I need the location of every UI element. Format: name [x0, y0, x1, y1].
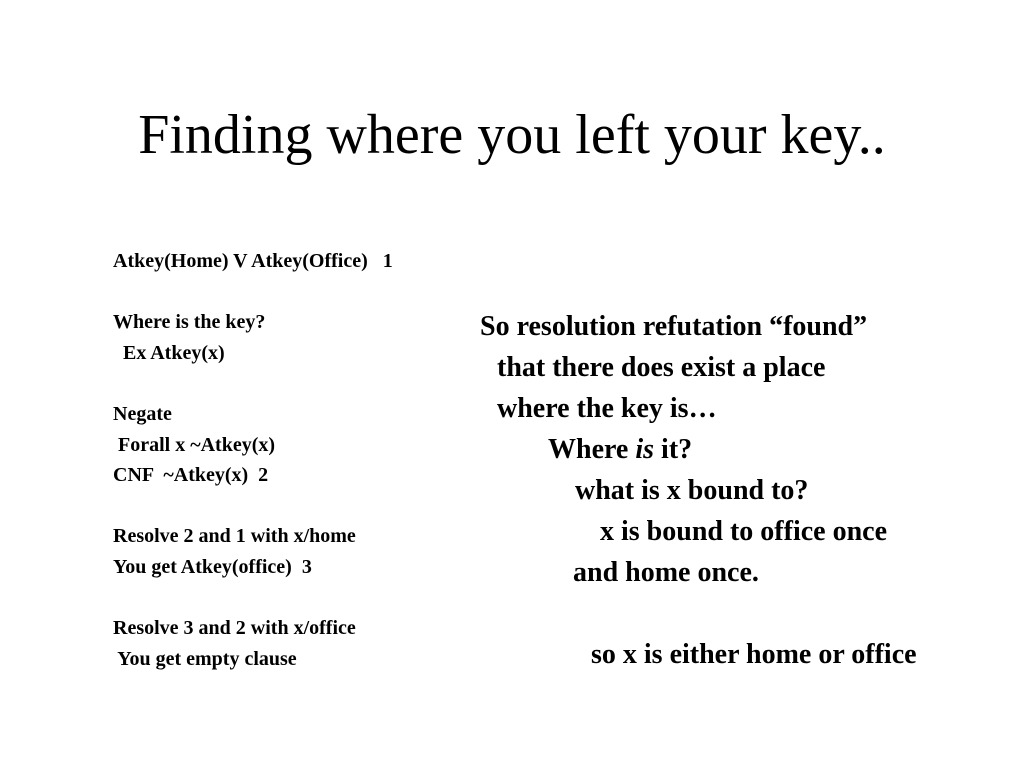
blank-line: [113, 277, 493, 308]
text-line: You get empty clause: [113, 647, 297, 670]
text-line: that there does exist a place: [497, 352, 826, 383]
text-line: [548, 429, 1024, 470]
text-line: You get Atkey(office) 3: [113, 555, 312, 578]
explanation: [480, 306, 1020, 675]
text-line: Ex Atkey(x): [113, 341, 225, 364]
text-line: x is bound to office once: [600, 516, 887, 547]
text-line: so x is either home or office: [591, 639, 917, 670]
text-line: Where is the key?: [113, 311, 266, 334]
blank-line: [480, 593, 1020, 634]
resolution-steps: [113, 246, 493, 674]
text-fragment: Where: [548, 434, 636, 465]
text-line: So resolution refutation “found”: [480, 311, 868, 342]
text-line: Atkey(Home) V Atkey(Office) 1: [113, 250, 393, 272]
text-fragment: it?: [654, 434, 693, 465]
text-line: CNF ~Atkey(x) 2: [113, 464, 269, 487]
text-line: Resolve 2 and 1 with x/home: [113, 525, 356, 548]
blank-line: [113, 583, 493, 614]
text-line: what is x bound to?: [575, 475, 809, 506]
slide-title: Finding where you left your key..: [138, 104, 886, 166]
text-line: Resolve 3 and 2 with x/office: [113, 617, 356, 640]
blank-line: [113, 368, 493, 399]
text-line: where the key is…: [497, 393, 717, 424]
text-line: Negate: [113, 402, 172, 425]
emphasized-word: is: [635, 434, 655, 465]
blank-line: [113, 491, 493, 522]
text-line: Forall x ~Atkey(x): [113, 433, 276, 456]
text-line: and home once.: [573, 557, 759, 588]
